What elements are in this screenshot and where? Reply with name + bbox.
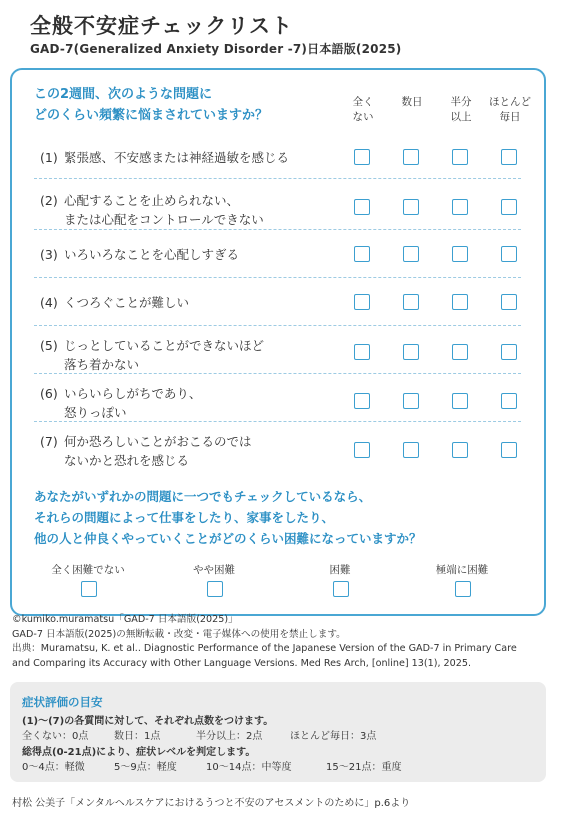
item-text-continued: ないかと恐れを感じる xyxy=(64,453,190,468)
difficulty-checkbox-somewhat[interactable] xyxy=(207,581,223,597)
column-header-half: 半分 以上 xyxy=(450,96,472,123)
item-text: 緊張感、不安感または神経過敏を感じる xyxy=(64,150,290,165)
item-number: (3) xyxy=(40,247,58,262)
item-number: (5) xyxy=(40,338,58,353)
score-item: 数日：1点 xyxy=(114,731,161,742)
row-divider xyxy=(34,421,521,422)
answer-checkbox[interactable] xyxy=(501,442,517,458)
answer-checkbox[interactable] xyxy=(403,393,419,409)
item-text: じっとしていることができないほど xyxy=(64,338,265,353)
item-text-continued: 落ち着かない xyxy=(64,357,140,372)
citation-line-2: and Comparing its Accuracy with Other Language Versions. Med Res Arch, [online] 13(1), 2025. xyxy=(12,657,472,669)
answer-checkbox[interactable] xyxy=(501,199,517,215)
answer-checkbox[interactable] xyxy=(501,344,517,360)
difficulty-label-extreme: 極端に困難 xyxy=(435,564,489,576)
difficulty-checkbox-none[interactable] xyxy=(81,581,97,597)
citation-line-1: 出典：Muramatsu, K. et al.. Diagnostic Performance of the Japanese Version of the GAD-7 in Primary Care xyxy=(12,643,517,654)
item-text: くつろぐことが難しい xyxy=(64,295,190,310)
list-item xyxy=(40,191,264,229)
answer-checkbox[interactable] xyxy=(403,294,419,310)
answer-checkbox[interactable] xyxy=(501,246,517,262)
copyright-text: ©kumiko.muramatsu「GAD-7 日本語版(2025)」 xyxy=(12,614,238,625)
row-divider xyxy=(34,373,521,374)
level-item: 0～4点：軽微 xyxy=(22,762,85,773)
evaluation-instruction: (1)～(7)の各質問に対して、それぞれ点数をつけます。 xyxy=(22,716,274,727)
difficulty-label-somewhat: やや困難 xyxy=(193,564,235,576)
answer-checkbox[interactable] xyxy=(354,393,370,409)
list-item xyxy=(40,293,189,312)
page-subtitle: GAD-7(Generalized Anxiety Disorder -7)日本語版(2025) xyxy=(30,42,402,56)
answer-checkbox[interactable] xyxy=(354,344,370,360)
credit-block xyxy=(12,613,564,671)
difficulty-checkbox-difficult[interactable] xyxy=(333,581,349,597)
row-divider xyxy=(34,325,521,326)
item-number: (1) xyxy=(40,150,58,165)
item-number: (6) xyxy=(40,386,58,401)
answer-checkbox[interactable] xyxy=(354,294,370,310)
source-text: 村松 公美子「メンタルヘルスケアにおけるうつと不安のアセスメントのために」p.6より xyxy=(12,798,411,809)
answer-checkbox[interactable] xyxy=(452,246,468,262)
column-header-none: 全く ない xyxy=(352,96,374,123)
answer-checkbox[interactable] xyxy=(403,246,419,262)
answer-checkbox[interactable] xyxy=(403,442,419,458)
row-divider xyxy=(34,229,521,230)
answer-checkbox[interactable] xyxy=(403,344,419,360)
level-item: 10～14点：中等度 xyxy=(206,762,292,773)
answer-checkbox[interactable] xyxy=(501,393,517,409)
notice-text: GAD-7 日本語版(2025)の無断転載・改変・電子媒体への使用を禁止します。 xyxy=(12,628,346,640)
score-item: ほとんど毎日：3点 xyxy=(290,731,377,742)
score-item: 半分以上：2点 xyxy=(196,731,263,742)
answer-checkbox[interactable] xyxy=(452,393,468,409)
level-item: 15～21点：重度 xyxy=(326,762,402,773)
checklist-question: この2週間、次のような問題に どのくらい頻繁に悩まされていますか？ xyxy=(34,87,269,123)
item-text: いろいろなことを心配しすぎる xyxy=(64,247,240,262)
answer-checkbox[interactable] xyxy=(354,199,370,215)
item-number: (2) xyxy=(40,193,58,208)
item-text: いらいらしがちであり、 xyxy=(64,386,202,401)
page-title: 全般不安症チェックリスト xyxy=(30,14,293,38)
list-item xyxy=(40,384,201,422)
difficulty-label-none: 全く困難でない xyxy=(51,564,125,576)
item-text: 何か恐ろしいことがおこるのでは xyxy=(64,434,252,449)
list-item xyxy=(40,148,289,167)
list-item xyxy=(40,336,264,374)
row-divider xyxy=(34,277,521,278)
answer-checkbox[interactable] xyxy=(354,149,370,165)
difficulty-label-difficult: 困難 xyxy=(329,564,351,576)
answer-checkbox[interactable] xyxy=(452,199,468,215)
column-header-nearly-every-day: ほとんど 毎日 xyxy=(489,96,531,123)
answer-checkbox[interactable] xyxy=(501,294,517,310)
answer-checkbox[interactable] xyxy=(403,199,419,215)
answer-checkbox[interactable] xyxy=(452,344,468,360)
list-item xyxy=(40,245,239,264)
column-header-several-days: 数日 xyxy=(401,96,423,108)
difficulty-question: あなたがいずれかの問題に一つでもチェックしているなら、 それらの問題によって仕事をしたり、家事をしたり、 他の人と仲良くやっていくことがどのくらい困難になっていますか？ xyxy=(34,489,422,546)
item-number: (4) xyxy=(40,295,58,310)
evaluation-title: 症状評価の目安 xyxy=(22,695,103,709)
evaluation-judgement: 総得点(0-21点)により、症状レベルを判定します。 xyxy=(22,747,256,758)
score-item: 全くない：0点 xyxy=(22,731,89,742)
answer-checkbox[interactable] xyxy=(452,442,468,458)
answer-checkbox[interactable] xyxy=(403,149,419,165)
answer-checkbox[interactable] xyxy=(452,294,468,310)
answer-checkbox[interactable] xyxy=(501,149,517,165)
item-text: 心配することを止められない、 xyxy=(64,193,240,208)
answer-checkbox[interactable] xyxy=(354,442,370,458)
list-item xyxy=(40,432,252,470)
answer-checkbox[interactable] xyxy=(354,246,370,262)
item-text-continued: または心配をコントロールできない xyxy=(64,212,264,227)
answer-checkbox[interactable] xyxy=(452,149,468,165)
level-item: 5～9点：軽度 xyxy=(114,762,177,773)
difficulty-checkbox-extreme[interactable] xyxy=(455,581,471,597)
item-number: (7) xyxy=(40,434,58,449)
row-divider xyxy=(34,178,521,179)
item-text-continued: 怒りっぽい xyxy=(64,405,127,420)
